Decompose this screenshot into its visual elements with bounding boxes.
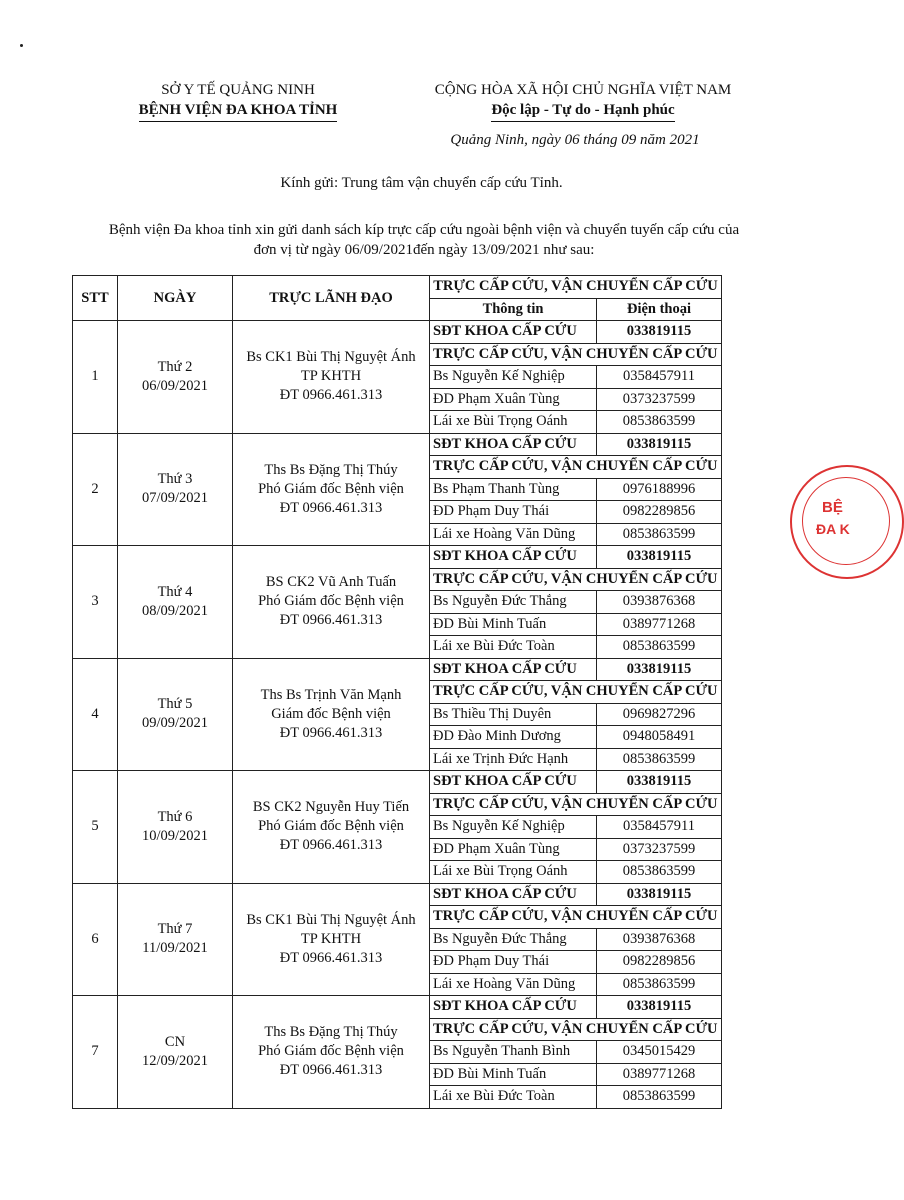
nurse-phone: 0948058491 (597, 726, 722, 749)
date: 10/09/2021 (141, 827, 209, 844)
hotline-phone: 033819115 (597, 658, 722, 681)
driver-phone: 0853863599 (597, 523, 722, 546)
driver-name: Lái xe Bùi Đức Toàn (430, 1086, 597, 1109)
stt-cell: 1 (73, 321, 118, 434)
date: 08/09/2021 (141, 602, 209, 619)
doctor-phone: 0345015429 (597, 1041, 722, 1064)
nurse-name: ĐD Phạm Xuân Tùng (430, 838, 597, 861)
hotline-label: SĐT KHOA CẤP CỨU (430, 321, 597, 344)
doctor-phone: 0393876368 (597, 591, 722, 614)
weekday: Thứ 7 (157, 921, 193, 938)
doctor-name: Bs Nguyễn Đức Thắng (430, 591, 597, 614)
doctor-phone: 0969827296 (597, 703, 722, 726)
date: 12/09/2021 (141, 1052, 209, 1069)
hotline-phone: 033819115 (597, 433, 722, 456)
doctor-phone: 0358457911 (597, 816, 722, 839)
issuer-hospital: BỆNH VIỆN ĐA KHOA TỈNH (139, 100, 338, 122)
leader-phone: ĐT 0966.461.313 (279, 499, 383, 516)
doctor-phone: 0358457911 (597, 366, 722, 389)
intro-paragraph (84, 220, 764, 260)
team-label: TRỰC CẤP CỨU, VẬN CHUYỂN CẤP CỨU (430, 681, 722, 704)
nurse-name: ĐD Đào Minh Dương (430, 726, 597, 749)
hotline-phone: 033819115 (597, 771, 722, 794)
nurse-phone: 0373237599 (597, 838, 722, 861)
nurse-name: ĐD Bùi Minh Tuấn (430, 1063, 597, 1086)
hotline-label: SĐT KHOA CẤP CỨU (430, 771, 597, 794)
weekday: Thứ 3 (157, 471, 193, 488)
date: 09/09/2021 (141, 715, 209, 732)
recipient-line: Kính gửi: Trung tâm vận chuyển cấp cứu Tỉnh. (280, 175, 563, 191)
leader-name: Ths Bs Trịnh Văn Mạnh (260, 686, 402, 703)
issuer-header (108, 80, 368, 122)
leader-cell (233, 771, 430, 884)
table-row (73, 771, 722, 794)
leader-cell (233, 433, 430, 546)
national-motto: Độc lập - Tự do - Hạnh phúc (491, 100, 674, 122)
table-row (73, 433, 722, 456)
day-cell (118, 996, 233, 1109)
driver-phone: 0853863599 (597, 411, 722, 434)
col-header-stt: STT (73, 276, 118, 321)
hotline-label: SĐT KHOA CẤP CỨU (430, 658, 597, 681)
stamp-text-1: BỆ (822, 499, 843, 516)
driver-name: Lái xe Bùi Trọng Oánh (430, 411, 597, 434)
leader-title: Phó Giám đốc Bệnh viện (258, 818, 404, 835)
hotline-label: SĐT KHOA CẤP CỨU (430, 996, 597, 1019)
driver-phone: 0853863599 (597, 636, 722, 659)
intro-line-1: Bệnh viện Đa khoa tỉnh xin gửi danh sách kíp trực cấp cứu ngoài bệnh viện và chuyển tuyến cấp cứu của (108, 222, 740, 238)
hotline-phone: 033819115 (597, 546, 722, 569)
team-label: TRỰC CẤP CỨU, VẬN CHUYỂN CẤP CỨU (430, 343, 722, 366)
weekday: Thứ 4 (157, 583, 193, 600)
driver-name: Lái xe Bùi Trọng Oánh (430, 861, 597, 884)
nurse-phone: 0982289856 (597, 951, 722, 974)
leader-title: Phó Giám đốc Bệnh viện (258, 1043, 404, 1060)
date: 06/09/2021 (141, 377, 209, 394)
stt-cell: 2 (73, 433, 118, 546)
col-header-info: Thông tin (430, 298, 597, 321)
day-cell (118, 433, 233, 546)
nurse-name: ĐD Bùi Minh Tuấn (430, 613, 597, 636)
nurse-name: ĐD Phạm Duy Thái (430, 951, 597, 974)
team-label: TRỰC CẤP CỨU, VẬN CHUYỂN CẤP CỨU (430, 906, 722, 929)
red-seal-stamp (790, 465, 904, 579)
leader-cell (233, 883, 430, 996)
leader-name: BS CK2 Vũ Anh Tuấn (265, 574, 397, 591)
doctor-name: Bs Nguyễn Kế Nghiệp (430, 366, 597, 389)
day-cell (118, 771, 233, 884)
leader-cell (233, 321, 430, 434)
day-cell (118, 321, 233, 434)
leader-phone: ĐT 0966.461.313 (279, 387, 383, 404)
leader-name: Ths Bs Đặng Thị Thúy (264, 461, 398, 478)
leader-phone: ĐT 0966.461.313 (279, 837, 383, 854)
table-row (73, 321, 722, 344)
leader-title: Giám đốc Bệnh viện (271, 705, 391, 722)
leader-phone: ĐT 0966.461.313 (279, 949, 383, 966)
driver-name: Lái xe Trịnh Đức Hạnh (430, 748, 597, 771)
table-row (73, 658, 722, 681)
team-label: TRỰC CẤP CỨU, VẬN CHUYỂN CẤP CỨU (430, 793, 722, 816)
driver-phone: 0853863599 (597, 748, 722, 771)
leader-name: Bs CK1 Bùi Thị Nguyệt Ánh (246, 911, 416, 928)
team-label: TRỰC CẤP CỨU, VẬN CHUYỂN CẤP CỨU (430, 456, 722, 479)
nurse-phone: 0373237599 (597, 388, 722, 411)
col-header-group: TRỰC CẤP CỨU, VẬN CHUYỂN CẤP CỨU (430, 276, 722, 299)
doctor-phone: 0393876368 (597, 928, 722, 951)
nurse-phone: 0389771268 (597, 1063, 722, 1086)
col-header-leader: TRỰC LÃNH ĐẠO (233, 276, 430, 321)
driver-name: Lái xe Hoàng Văn Dũng (430, 523, 597, 546)
doctor-phone: 0976188996 (597, 478, 722, 501)
date-line: Quảng Ninh, ngày 06 tháng 09 năm 2021 (450, 132, 700, 148)
day-cell (118, 658, 233, 771)
driver-name: Lái xe Bùi Đức Toàn (430, 636, 597, 659)
duty-schedule-table (72, 275, 722, 1109)
leader-title: Phó Giám đốc Bệnh viện (258, 480, 404, 497)
doctor-name: Bs Nguyễn Đức Thắng (430, 928, 597, 951)
leader-name: Ths Bs Đặng Thị Thúy (264, 1024, 398, 1041)
scan-speck (20, 44, 23, 47)
hotline-label: SĐT KHOA CẤP CỨU (430, 883, 597, 906)
team-label: TRỰC CẤP CỨU, VẬN CHUYỂN CẤP CỨU (430, 1018, 722, 1041)
leader-title: TP KHTH (300, 368, 362, 385)
date: 07/09/2021 (141, 490, 209, 507)
driver-phone: 0853863599 (597, 861, 722, 884)
national-header (418, 80, 748, 122)
day-cell (118, 546, 233, 659)
leader-name: BS CK2 Nguyễn Huy Tiến (252, 799, 410, 816)
weekday: Thứ 5 (157, 696, 193, 713)
stt-cell: 4 (73, 658, 118, 771)
stt-cell: 6 (73, 883, 118, 996)
stt-cell: 5 (73, 771, 118, 884)
hotline-phone: 033819115 (597, 321, 722, 344)
leader-phone: ĐT 0966.461.313 (279, 1062, 383, 1079)
nurse-name: ĐD Phạm Duy Thái (430, 501, 597, 524)
doctor-name: Bs Phạm Thanh Tùng (430, 478, 597, 501)
date: 11/09/2021 (142, 940, 208, 957)
leader-name: Bs CK1 Bùi Thị Nguyệt Ánh (246, 349, 416, 366)
nurse-phone: 0389771268 (597, 613, 722, 636)
intro-line-2: đơn vị từ ngày 06/09/2021đến ngày 13/09/2021 như sau: (253, 242, 595, 258)
col-header-phone: Điện thoại (597, 298, 722, 321)
nurse-phone: 0982289856 (597, 501, 722, 524)
weekday: CN (164, 1033, 186, 1050)
hotline-label: SĐT KHOA CẤP CỨU (430, 546, 597, 569)
driver-phone: 0853863599 (597, 1086, 722, 1109)
issuer-department: SỞ Y TẾ QUẢNG NINH (161, 82, 315, 98)
hotline-phone: 033819115 (597, 996, 722, 1019)
national-title: CỘNG HÒA XÃ HỘI CHỦ NGHĨA VIỆT NAM (434, 82, 732, 98)
driver-phone: 0853863599 (597, 973, 722, 996)
team-label: TRỰC CẤP CỨU, VẬN CHUYỂN CẤP CỨU (430, 568, 722, 591)
table-row (73, 996, 722, 1019)
weekday: Thứ 6 (157, 808, 193, 825)
leader-cell (233, 996, 430, 1109)
table-row (73, 546, 722, 569)
leader-phone: ĐT 0966.461.313 (279, 612, 383, 629)
hotline-label: SĐT KHOA CẤP CỨU (430, 433, 597, 456)
leader-phone: ĐT 0966.461.313 (279, 724, 383, 741)
weekday: Thứ 2 (157, 358, 193, 375)
nurse-name: ĐD Phạm Xuân Tùng (430, 388, 597, 411)
col-header-day: NGÀY (118, 276, 233, 321)
schedule-body (73, 321, 722, 1109)
leader-cell (233, 546, 430, 659)
leader-title: Phó Giám đốc Bệnh viện (258, 593, 404, 610)
doctor-name: Bs Nguyễn Kế Nghiệp (430, 816, 597, 839)
doctor-name: Bs Nguyễn Thanh Bình (430, 1041, 597, 1064)
stt-cell: 3 (73, 546, 118, 659)
table-row (73, 883, 722, 906)
driver-name: Lái xe Hoàng Văn Dũng (430, 973, 597, 996)
stamp-text-2: ĐA K (816, 521, 850, 537)
hotline-phone: 033819115 (597, 883, 722, 906)
doctor-name: Bs Thiều Thị Duyên (430, 703, 597, 726)
leader-cell (233, 658, 430, 771)
stt-cell: 7 (73, 996, 118, 1109)
leader-title: TP KHTH (300, 930, 362, 947)
day-cell (118, 883, 233, 996)
